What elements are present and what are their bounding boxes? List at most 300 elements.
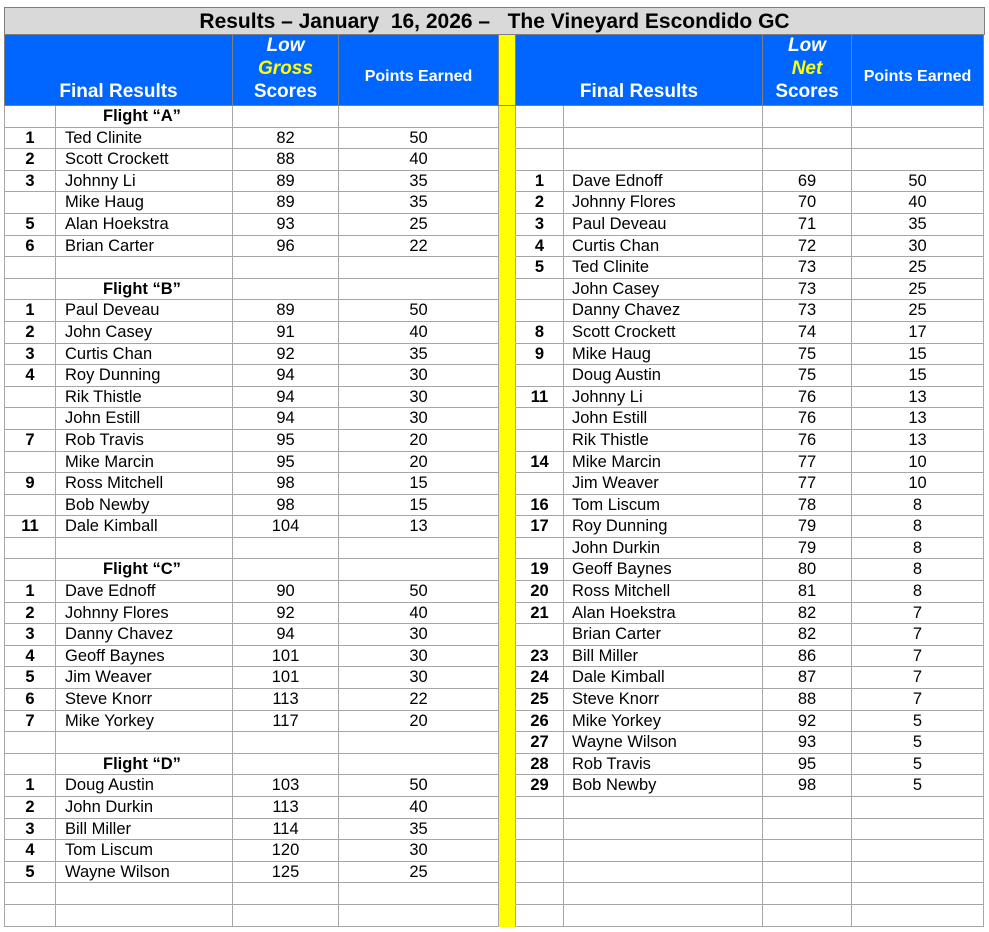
- gross-score-cell: 92: [233, 344, 339, 366]
- gross-position-cell: [4, 106, 56, 128]
- net-position-cell: [516, 819, 564, 841]
- net-points-cell: 10: [852, 473, 984, 495]
- net-score-cell: 72: [763, 236, 852, 258]
- gross-points-cell: [339, 754, 499, 776]
- net-position-cell: [516, 149, 564, 171]
- net-score-cell: 98: [763, 775, 852, 797]
- yellow-divider-cell: [499, 862, 516, 884]
- gross-score-cell: [233, 883, 339, 905]
- gross-player-name-cell: Mike Haug: [56, 192, 233, 214]
- gross-position-cell: 3: [4, 171, 56, 193]
- flight-label-cell: Flight “C”: [56, 559, 233, 581]
- gross-position-cell: [4, 257, 56, 279]
- gross-points-cell: 30: [339, 840, 499, 862]
- net-position-cell: 23: [516, 646, 564, 668]
- gross-score-cell: 113: [233, 689, 339, 711]
- sheet-title: Results – January 16, 2026 – The Vineyard Escondido GC: [4, 7, 985, 35]
- yellow-divider-cell: [499, 149, 516, 171]
- net-points-cell: [852, 862, 984, 884]
- net-player-name-cell: Mike Marcin: [564, 452, 763, 474]
- gross-points-cell: 20: [339, 430, 499, 452]
- gross-position-cell: 4: [4, 365, 56, 387]
- net-player-name-cell: [564, 106, 763, 128]
- gross-score-cell: 89: [233, 171, 339, 193]
- gross-player-name-cell: Ross Mitchell: [56, 473, 233, 495]
- gross-score-cell: 125: [233, 862, 339, 884]
- table-row: [4, 516, 985, 538]
- net-position-cell: 8: [516, 322, 564, 344]
- net-player-name-cell: Ted Clinite: [564, 257, 763, 279]
- net-position-cell: [516, 473, 564, 495]
- net-score-cell: 86: [763, 646, 852, 668]
- yellow-divider-cell: [499, 538, 516, 560]
- gross-position-cell: 1: [4, 128, 56, 150]
- yellow-divider-cell: [499, 797, 516, 819]
- gross-points-cell: 30: [339, 408, 499, 430]
- gross-position-cell: 9: [4, 473, 56, 495]
- gross-points-cell: 50: [339, 128, 499, 150]
- gross-player-name-cell: Brian Carter: [56, 236, 233, 258]
- net-score-cell: 87: [763, 667, 852, 689]
- net-player-name-cell: Steve Knorr: [564, 689, 763, 711]
- net-player-name-cell: [564, 883, 763, 905]
- net-score-cell: 77: [763, 473, 852, 495]
- gross-player-name-cell: Dave Ednoff: [56, 581, 233, 603]
- gross-position-cell: 2: [4, 322, 56, 344]
- yellow-divider-cell: [499, 581, 516, 603]
- net-position-cell: [516, 840, 564, 862]
- gross-player-name-cell: John Casey: [56, 322, 233, 344]
- header-net-label: Net: [791, 58, 823, 79]
- gross-position-cell: 6: [4, 236, 56, 258]
- net-player-name-cell: Mike Yorkey: [564, 711, 763, 733]
- net-score-cell: 79: [763, 538, 852, 560]
- gross-player-name-cell: Rob Travis: [56, 430, 233, 452]
- gross-player-name-cell: Danny Chavez: [56, 624, 233, 646]
- net-points-cell: 50: [852, 171, 984, 193]
- gross-player-name-cell: Tom Liscum: [56, 840, 233, 862]
- gross-score-cell: 91: [233, 322, 339, 344]
- net-position-cell: 11: [516, 387, 564, 409]
- net-score-cell: 95: [763, 754, 852, 776]
- net-position-cell: 24: [516, 667, 564, 689]
- gross-points-cell: 35: [339, 819, 499, 841]
- header-final-results-net: [516, 35, 763, 106]
- net-position-cell: [516, 538, 564, 560]
- net-position-cell: 16: [516, 495, 564, 517]
- yellow-divider-cell: [499, 452, 516, 474]
- gross-points-cell: [339, 279, 499, 301]
- net-points-cell: 7: [852, 603, 984, 625]
- gross-position-cell: [4, 538, 56, 560]
- gross-score-cell: 114: [233, 819, 339, 841]
- net-score-cell: 73: [763, 257, 852, 279]
- net-player-name-cell: [564, 128, 763, 150]
- gross-player-name-cell: Geoff Baynes: [56, 646, 233, 668]
- net-points-cell: 35: [852, 214, 984, 236]
- table-row: [4, 387, 985, 409]
- net-points-cell: 7: [852, 667, 984, 689]
- gross-points-cell: 40: [339, 322, 499, 344]
- net-position-cell: 5: [516, 257, 564, 279]
- gross-score-cell: 96: [233, 236, 339, 258]
- net-position-cell: 27: [516, 732, 564, 754]
- table-row: [4, 559, 985, 581]
- table-row: [4, 797, 985, 819]
- yellow-divider-cell: [499, 689, 516, 711]
- net-player-name-cell: Ross Mitchell: [564, 581, 763, 603]
- net-player-name-cell: Bill Miller: [564, 646, 763, 668]
- net-position-cell: [516, 279, 564, 301]
- gross-player-name-cell: Johnny Li: [56, 171, 233, 193]
- gross-score-cell: 95: [233, 430, 339, 452]
- gross-position-cell: [4, 279, 56, 301]
- table-row: [4, 667, 985, 689]
- table-row: [4, 689, 985, 711]
- gross-position-cell: [4, 754, 56, 776]
- header-final-results-label: Final Results: [59, 81, 178, 102]
- gross-points-cell: 20: [339, 452, 499, 474]
- yellow-divider-cell: [499, 430, 516, 452]
- gross-player-name-cell: Mike Yorkey: [56, 711, 233, 733]
- net-score-cell: 70: [763, 192, 852, 214]
- net-points-cell: 5: [852, 711, 984, 733]
- gross-score-cell: 94: [233, 365, 339, 387]
- header-low-gross-scores: [233, 35, 339, 106]
- net-score-cell: 82: [763, 624, 852, 646]
- net-score-cell: 82: [763, 603, 852, 625]
- gross-player-name-cell: Steve Knorr: [56, 689, 233, 711]
- gross-points-cell: [339, 538, 499, 560]
- table-row: [4, 430, 985, 452]
- gross-player-name-cell: Curtis Chan: [56, 344, 233, 366]
- gross-score-cell: [233, 538, 339, 560]
- gross-position-cell: 2: [4, 797, 56, 819]
- net-score-cell: 79: [763, 516, 852, 538]
- net-position-cell: 20: [516, 581, 564, 603]
- table-row: [4, 840, 985, 862]
- gross-player-name-cell: Johnny Flores: [56, 603, 233, 625]
- net-score-cell: [763, 840, 852, 862]
- header-scores-label: Scores: [775, 81, 839, 102]
- gross-player-name-cell: Bill Miller: [56, 819, 233, 841]
- net-player-name-cell: Doug Austin: [564, 365, 763, 387]
- net-points-cell: [852, 840, 984, 862]
- table-row: [4, 581, 985, 603]
- gross-score-cell: 95: [233, 452, 339, 474]
- gross-position-cell: [4, 408, 56, 430]
- net-score-cell: [763, 819, 852, 841]
- net-score-cell: [763, 106, 852, 128]
- gross-score-cell: 89: [233, 192, 339, 214]
- gross-position-cell: [4, 387, 56, 409]
- net-position-cell: [516, 883, 564, 905]
- gross-position-cell: [4, 559, 56, 581]
- net-points-cell: 15: [852, 365, 984, 387]
- net-position-cell: 9: [516, 344, 564, 366]
- net-position-cell: [516, 365, 564, 387]
- table-row: [4, 214, 985, 236]
- gross-points-cell: 30: [339, 646, 499, 668]
- gross-position-cell: [4, 495, 56, 517]
- net-points-cell: 25: [852, 257, 984, 279]
- yellow-divider-cell: [499, 624, 516, 646]
- net-points-cell: 13: [852, 408, 984, 430]
- net-score-cell: 75: [763, 344, 852, 366]
- gross-points-cell: 22: [339, 689, 499, 711]
- table-row: [4, 322, 985, 344]
- net-score-cell: 75: [763, 365, 852, 387]
- net-player-name-cell: John Casey: [564, 279, 763, 301]
- table-row: [4, 344, 985, 366]
- gross-points-cell: [339, 106, 499, 128]
- table-row: [4, 603, 985, 625]
- net-position-cell: 17: [516, 516, 564, 538]
- yellow-divider-cell: [499, 236, 516, 258]
- net-position-cell: [516, 862, 564, 884]
- gross-score-cell: 94: [233, 408, 339, 430]
- net-points-cell: 8: [852, 559, 984, 581]
- yellow-divider-cell: [499, 646, 516, 668]
- net-player-name-cell: Mike Haug: [564, 344, 763, 366]
- gross-player-name-cell: Rik Thistle: [56, 387, 233, 409]
- net-player-name-cell: Rob Travis: [564, 754, 763, 776]
- net-score-cell: 81: [763, 581, 852, 603]
- table-row: [4, 106, 985, 128]
- net-position-cell: 4: [516, 236, 564, 258]
- table-row: [4, 711, 985, 733]
- gross-score-cell: 98: [233, 495, 339, 517]
- gross-score-cell: 101: [233, 646, 339, 668]
- gross-score-cell: 93: [233, 214, 339, 236]
- table-row: [4, 883, 985, 905]
- gross-points-cell: 30: [339, 387, 499, 409]
- net-points-cell: 5: [852, 754, 984, 776]
- gross-points-cell: 50: [339, 775, 499, 797]
- yellow-divider-cell: [499, 905, 516, 927]
- net-points-cell: 8: [852, 516, 984, 538]
- net-player-name-cell: [564, 819, 763, 841]
- gross-points-cell: 50: [339, 300, 499, 322]
- net-points-cell: 7: [852, 689, 984, 711]
- yellow-divider-cell: [499, 840, 516, 862]
- net-score-cell: 92: [763, 711, 852, 733]
- header-final-results-label: Final Results: [579, 81, 699, 102]
- net-score-cell: 78: [763, 495, 852, 517]
- net-player-name-cell: Brian Carter: [564, 624, 763, 646]
- net-points-cell: 10: [852, 452, 984, 474]
- flight-label-cell: Flight “A”: [56, 106, 233, 128]
- gross-points-cell: 30: [339, 365, 499, 387]
- net-points-cell: 8: [852, 495, 984, 517]
- gross-position-cell: 1: [4, 581, 56, 603]
- net-position-cell: [516, 300, 564, 322]
- net-points-cell: 8: [852, 581, 984, 603]
- gross-score-cell: 120: [233, 840, 339, 862]
- net-player-name-cell: Johnny Flores: [564, 192, 763, 214]
- gross-player-name-cell: Ted Clinite: [56, 128, 233, 150]
- net-points-cell: [852, 128, 984, 150]
- net-score-cell: 76: [763, 430, 852, 452]
- header-points-earned-net: [852, 35, 984, 106]
- yellow-divider-cell: [499, 559, 516, 581]
- gross-points-cell: 13: [339, 516, 499, 538]
- gross-points-cell: 40: [339, 603, 499, 625]
- gross-position-cell: 5: [4, 667, 56, 689]
- gross-points-cell: 35: [339, 344, 499, 366]
- yellow-divider-cell: [499, 711, 516, 733]
- gross-points-cell: 15: [339, 473, 499, 495]
- gross-player-name-cell: Wayne Wilson: [56, 862, 233, 884]
- net-player-name-cell: John Estill: [564, 408, 763, 430]
- gross-score-cell: [233, 279, 339, 301]
- net-score-cell: 74: [763, 322, 852, 344]
- net-position-cell: [516, 430, 564, 452]
- net-position-cell: 3: [516, 214, 564, 236]
- yellow-divider-cell: [499, 300, 516, 322]
- net-position-cell: 25: [516, 689, 564, 711]
- gross-points-cell: 40: [339, 149, 499, 171]
- gross-score-cell: 94: [233, 624, 339, 646]
- gross-points-cell: [339, 732, 499, 754]
- header-points-label: Points Earned: [863, 68, 972, 85]
- gross-position-cell: 6: [4, 689, 56, 711]
- gross-player-name-cell: Bob Newby: [56, 495, 233, 517]
- yellow-divider-cell: [499, 279, 516, 301]
- gross-player-name-cell: Dale Kimball: [56, 516, 233, 538]
- gross-score-cell: 117: [233, 711, 339, 733]
- gross-points-cell: 50: [339, 581, 499, 603]
- gross-score-cell: 94: [233, 387, 339, 409]
- net-score-cell: [763, 862, 852, 884]
- header-final-results-gross: [4, 35, 233, 106]
- flight-label-cell: Flight “D”: [56, 754, 233, 776]
- header-scores-label: Scores: [253, 81, 318, 102]
- gross-position-cell: 1: [4, 300, 56, 322]
- gross-position-cell: 5: [4, 214, 56, 236]
- gross-player-name-cell: Scott Crockett: [56, 149, 233, 171]
- yellow-divider-cell: [499, 819, 516, 841]
- net-player-name-cell: Curtis Chan: [564, 236, 763, 258]
- table-row: [4, 300, 985, 322]
- net-points-cell: [852, 106, 984, 128]
- gross-position-cell: 5: [4, 862, 56, 884]
- gross-player-name-cell: John Durkin: [56, 797, 233, 819]
- net-points-cell: 8: [852, 538, 984, 560]
- net-points-cell: [852, 797, 984, 819]
- yellow-divider-header: [499, 35, 516, 106]
- yellow-divider-cell: [499, 214, 516, 236]
- net-score-cell: 77: [763, 452, 852, 474]
- net-position-cell: 2: [516, 192, 564, 214]
- gross-player-name-cell: Paul Deveau: [56, 300, 233, 322]
- gross-position-cell: 2: [4, 149, 56, 171]
- table-row: [4, 624, 985, 646]
- net-player-name-cell: Jim Weaver: [564, 473, 763, 495]
- net-score-cell: 93: [763, 732, 852, 754]
- net-player-name-cell: Wayne Wilson: [564, 732, 763, 754]
- net-position-cell: 28: [516, 754, 564, 776]
- header-points-label: Points Earned: [364, 68, 473, 85]
- gross-position-cell: 11: [4, 516, 56, 538]
- net-player-name-cell: [564, 797, 763, 819]
- gross-points-cell: 15: [339, 495, 499, 517]
- gross-points-cell: 20: [339, 711, 499, 733]
- yellow-divider-cell: [499, 344, 516, 366]
- gross-player-name-cell: Roy Dunning: [56, 365, 233, 387]
- net-points-cell: 40: [852, 192, 984, 214]
- flight-label-cell: Flight “B”: [56, 279, 233, 301]
- header-gross-label: Gross: [258, 58, 313, 79]
- net-position-cell: 1: [516, 171, 564, 193]
- net-player-name-cell: Rik Thistle: [564, 430, 763, 452]
- net-score-cell: 73: [763, 279, 852, 301]
- net-points-cell: 25: [852, 300, 984, 322]
- table-row: [4, 279, 985, 301]
- net-points-cell: 15: [852, 344, 984, 366]
- net-score-cell: 76: [763, 408, 852, 430]
- yellow-divider-cell: [499, 128, 516, 150]
- net-player-name-cell: Geoff Baynes: [564, 559, 763, 581]
- gross-player-name-cell: Doug Austin: [56, 775, 233, 797]
- net-score-cell: [763, 149, 852, 171]
- net-points-cell: 5: [852, 732, 984, 754]
- net-points-cell: 7: [852, 624, 984, 646]
- yellow-divider-cell: [499, 775, 516, 797]
- net-points-cell: 30: [852, 236, 984, 258]
- net-score-cell: 76: [763, 387, 852, 409]
- net-position-cell: [516, 797, 564, 819]
- table-row: [4, 495, 985, 517]
- gross-score-cell: [233, 559, 339, 581]
- gross-points-cell: [339, 559, 499, 581]
- gross-position-cell: 2: [4, 603, 56, 625]
- net-points-cell: 25: [852, 279, 984, 301]
- gross-points-cell: [339, 883, 499, 905]
- net-points-cell: 13: [852, 430, 984, 452]
- header-low-label: Low: [266, 35, 305, 56]
- net-score-cell: 71: [763, 214, 852, 236]
- net-player-name-cell: Paul Deveau: [564, 214, 763, 236]
- gross-score-cell: 103: [233, 775, 339, 797]
- yellow-divider-cell: [499, 732, 516, 754]
- net-score-cell: [763, 905, 852, 927]
- gross-player-name-cell: Alan Hoekstra: [56, 214, 233, 236]
- gross-points-cell: 35: [339, 192, 499, 214]
- net-points-cell: [852, 883, 984, 905]
- net-position-cell: 21: [516, 603, 564, 625]
- gross-position-cell: 4: [4, 840, 56, 862]
- gross-player-name-cell: [56, 905, 233, 927]
- gross-player-name-cell: Jim Weaver: [56, 667, 233, 689]
- net-score-cell: 88: [763, 689, 852, 711]
- gross-player-name-cell: Mike Marcin: [56, 452, 233, 474]
- yellow-divider-cell: [499, 387, 516, 409]
- table-row: [4, 365, 985, 387]
- gross-points-cell: 22: [339, 236, 499, 258]
- table-row: [4, 819, 985, 841]
- gross-position-cell: 1: [4, 775, 56, 797]
- gross-position-cell: 7: [4, 711, 56, 733]
- gross-position-cell: 3: [4, 624, 56, 646]
- gross-position-cell: 4: [4, 646, 56, 668]
- results-rows: [4, 106, 985, 927]
- table-row: [4, 192, 985, 214]
- yellow-divider-cell: [499, 754, 516, 776]
- yellow-divider-cell: [499, 365, 516, 387]
- table-row: [4, 452, 985, 474]
- net-points-cell: 7: [852, 646, 984, 668]
